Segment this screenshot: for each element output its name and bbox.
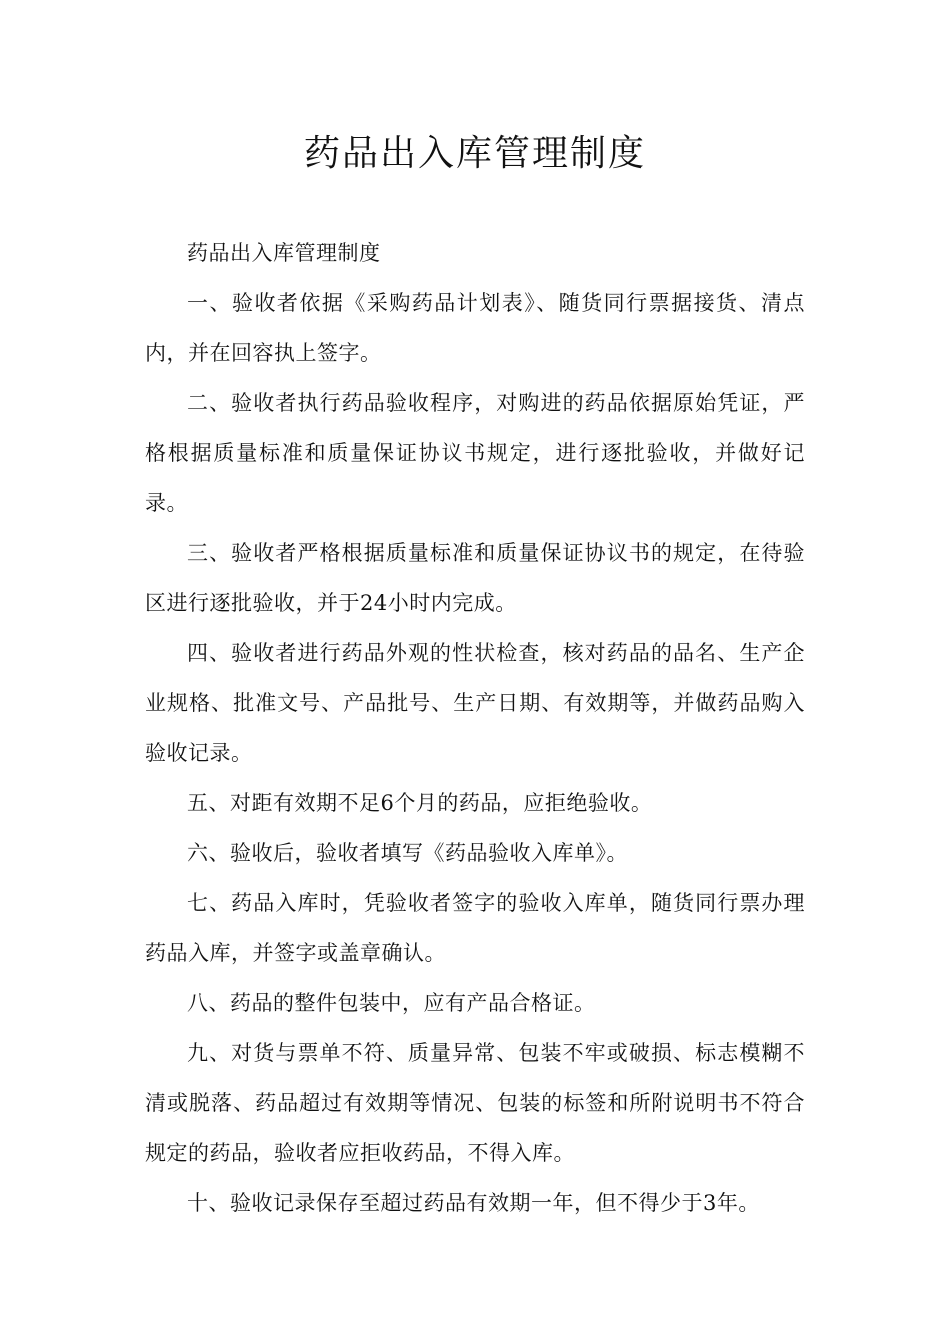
paragraph-heading: 药品出入库管理制度 — [187, 241, 381, 265]
paragraph-item-7: 七、药品入库时，凭验收者签字的验收入库单，随货同行票办理药品入库，并签字或盖章确认。 — [145, 891, 805, 965]
document-title: 药品出入库管理制度 — [303, 133, 646, 174]
document-body — [145, 228, 805, 1228]
paragraph-item-5: 五、对距有效期不足6个月的药品，应拒绝验收。 — [187, 791, 653, 815]
paragraph-item-4: 四、验收者进行药品外观的性状检查，核对药品的品名、生产企业规格、批准文号、产品批号、生产日期、有效期等，并做药品购入验收记录。 — [145, 641, 805, 765]
paragraph-item-1: 一、验收者依据《采购药品计划表》、随货同行票据接货、清点内，并在回容执上签字。 — [145, 291, 805, 365]
paragraph-item-3: 三、验收者严格根据质量标准和质量保证协议书的规定，在待验区进行逐批验收，并于24小时内完成。 — [145, 541, 805, 615]
paragraph-item-10: 十、验收记录保存至超过药品有效期一年，但不得少于3年。 — [187, 1191, 760, 1215]
paragraph-item-8: 八、药品的整件包装中，应有产品合格证。 — [187, 991, 596, 1015]
paragraph-item-9: 九、对货与票单不符、质量异常、包装不牢或破损、标志模糊不清或脱落、药品超过有效期等情况、包装的标签和所附说明书不符合规定的药品，验收者应拒收药品，不得入库。 — [145, 1041, 805, 1165]
paragraph-item-6: 六、验收后，验收者填写《药品验收入库单》。 — [187, 841, 628, 865]
paragraph-item-2: 二、验收者执行药品验收程序，对购进的药品依据原始凭证，严格根据质量标准和质量保证协议书规定，进行逐批验收，并做好记录。 — [145, 391, 805, 515]
